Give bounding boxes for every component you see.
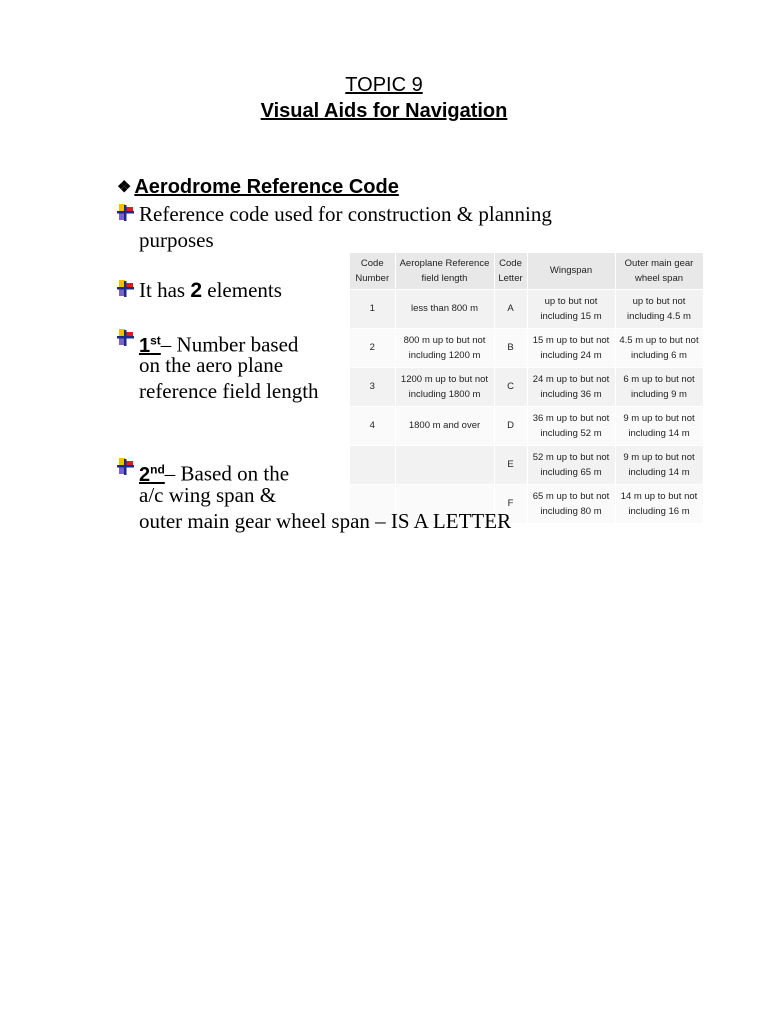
bullet-text-pre: It has [139, 278, 191, 302]
cell-line: 14 m up to but not [620, 490, 698, 502]
bullet-text: reference field length [139, 379, 319, 403]
bullet-text: on the aero plane [139, 353, 284, 377]
cell-line: including 1200 m [408, 350, 481, 361]
cell-line: including 52 m [540, 428, 602, 439]
cell-line: 65 m up to but not [532, 490, 610, 502]
header-line: field length [421, 273, 468, 284]
header-code-letter [494, 253, 527, 290]
page-subtitle: Visual Aids for Navigation [260, 100, 508, 122]
bullet-text: purposes [139, 228, 214, 252]
cell-line: including 14 m [628, 428, 690, 439]
arrow-bullet-icon [117, 280, 135, 298]
cell-code-letter [494, 407, 527, 446]
cell-line: 3 [369, 381, 375, 393]
cell-wingspan [527, 290, 615, 329]
table-row [350, 446, 703, 485]
bullet-text-rest: – Number based [160, 332, 299, 357]
cell-code-number [350, 290, 395, 329]
header-line: Code [499, 257, 522, 269]
header-wingspan [527, 253, 615, 290]
cell-code-number [350, 407, 395, 446]
cell-line: D [507, 420, 514, 432]
cell-line: 52 m up to but not [532, 451, 610, 463]
cell-wingspan [527, 368, 615, 407]
header-field-length [395, 253, 494, 290]
element-count: 2 [190, 279, 203, 302]
cell-field-length [395, 407, 494, 446]
header-line: Code [360, 257, 384, 269]
cell-line: up to but not [632, 295, 686, 307]
header-line: Letter [498, 273, 523, 284]
cell-line: 1 [369, 303, 375, 315]
bullet-text: outer main gear wheel span – IS A LETTER [139, 509, 512, 533]
cell-line: 24 m up to but not [532, 373, 610, 385]
cell-line: up to but not [544, 295, 598, 307]
table-row [350, 329, 703, 368]
cell-line: including 9 m [631, 389, 687, 400]
bullet-text: a/c wing span & [139, 483, 277, 507]
header-line: Outer main gear [624, 257, 694, 269]
cell-code-number [350, 329, 395, 368]
header-line: wheel span [634, 273, 684, 284]
cell-line: 1200 m up to but not [400, 373, 489, 385]
reference-code-table [350, 253, 703, 523]
header-line: Wingspan [549, 265, 593, 277]
cell-line: including 16 m [628, 506, 690, 517]
cell-line: less than 800 m [410, 303, 479, 315]
header-code-number [350, 253, 395, 290]
reference-code-grid [350, 253, 703, 523]
cell-line: including 14 m [628, 467, 690, 478]
cell-wheel-span [615, 368, 703, 407]
bullet-text [139, 278, 282, 303]
cell-code-letter [494, 368, 527, 407]
cell-wheel-span [615, 290, 703, 329]
cell-field-length [395, 368, 494, 407]
cell-line: C [507, 381, 514, 393]
page-title: TOPIC 9 [345, 74, 423, 96]
arrow-bullet-icon [117, 458, 135, 476]
cell-code-number [350, 446, 395, 485]
cell-wheel-span [615, 329, 703, 368]
cell-line: including 65 m [540, 467, 602, 478]
table-row [350, 407, 703, 446]
cell-line: F [507, 498, 514, 510]
table-row [350, 368, 703, 407]
cell-field-length [395, 329, 494, 368]
section-heading-text: Aerodrome Reference Code [134, 176, 399, 198]
bullet-text-post: elements [202, 278, 282, 302]
cell-line: 800 m up to but not [403, 334, 486, 346]
cell-wheel-span [615, 485, 703, 524]
ordinal-num: 2 [139, 463, 151, 486]
cell-line: including 4.5 m [627, 311, 691, 322]
cell-field-length [395, 446, 494, 485]
cell-line: 2 [369, 342, 375, 354]
ordinal-suffix: nd [150, 462, 165, 476]
cell-line: including 80 m [540, 506, 602, 517]
cell-line: 4.5 m up to but not [619, 334, 699, 346]
ordinal-num: 1 [139, 334, 151, 357]
cell-line: 6 m up to but not [623, 373, 695, 385]
diamond-bullet-icon: ❖ [117, 179, 132, 196]
bullet-text: Reference code used for construction & planning [139, 202, 552, 226]
cell-wheel-span [615, 446, 703, 485]
cell-line: B [507, 342, 514, 354]
cell-line: including 24 m [540, 350, 602, 361]
cell-wheel-span [615, 407, 703, 446]
cell-wingspan [527, 407, 615, 446]
arrow-bullet-icon [117, 329, 135, 347]
cell-code-letter [494, 329, 527, 368]
cell-line: 36 m up to but not [532, 412, 610, 424]
cell-line: including 36 m [540, 389, 602, 400]
cell-code-letter [494, 446, 527, 485]
header-wheel-span [615, 253, 703, 290]
section-heading [117, 176, 399, 199]
ordinal-suffix: st [150, 333, 161, 347]
cell-line: including 6 m [631, 350, 687, 361]
table-row [350, 290, 703, 329]
cell-line: including 1800 m [408, 389, 481, 400]
cell-line: 9 m up to but not [623, 412, 695, 424]
cell-wingspan [527, 329, 615, 368]
cell-line: A [507, 303, 514, 315]
header-line: Aeroplane Reference [399, 257, 490, 269]
cell-code-letter [494, 290, 527, 329]
bullet-text-rest: – Based on the [164, 461, 290, 486]
arrow-bullet-icon [117, 204, 135, 222]
cell-line: E [507, 459, 514, 471]
cell-line: including 15 m [540, 311, 602, 322]
cell-line: 15 m up to but not [532, 334, 610, 346]
cell-wingspan [527, 485, 615, 524]
header-line: Number [355, 273, 390, 284]
table-header-row [350, 253, 703, 290]
cell-line: 9 m up to but not [623, 451, 695, 463]
cell-line: 1800 m and over [408, 420, 481, 432]
cell-line: 4 [369, 420, 375, 432]
cell-field-length [395, 290, 494, 329]
cell-code-number [350, 368, 395, 407]
cell-wingspan [527, 446, 615, 485]
